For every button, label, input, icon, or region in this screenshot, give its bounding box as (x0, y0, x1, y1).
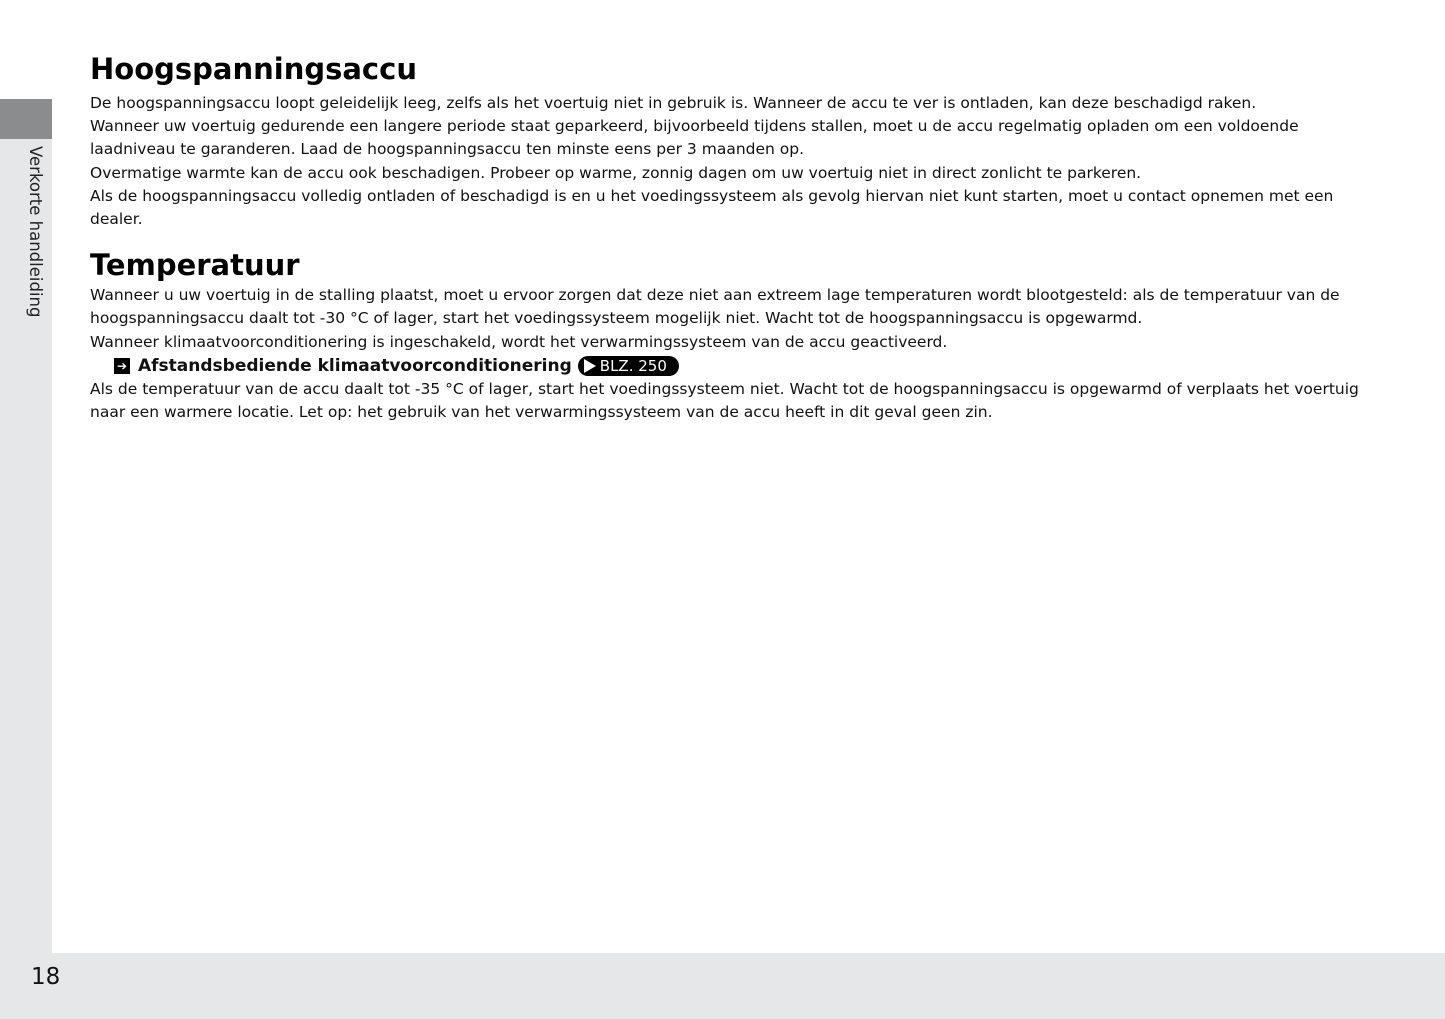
page-number: 18 (31, 964, 61, 990)
reference-arrow-icon: ➔ (114, 358, 130, 374)
paragraph: Als de hoogspanningsaccu volledig ontladen of beschadigd is en u het voedingssysteem als gevolg hiervan niet kunt starten, moet u contact opnemen met een dealer. (90, 186, 1334, 229)
footer-band (0, 953, 1445, 1019)
paragraph: Wanneer uw voertuig gedurende een langere periode staat geparkeerd, bijvoorbeeld tijdens stallen, moet u de accu regelmatig opladen om een voldoende laadniveau te garanderen. Laad de hoogspanningsaccu ten minste eens per 3 maanden op. (90, 117, 1299, 159)
page-reference-badge[interactable] (578, 356, 679, 376)
paragraph: Wanneer u uw voertuig in de stalling plaatst, moet u ervoor zorgen dat deze niet aan extreem lage temperaturen wordt blootgesteld: als de temperatuur van de hoogspanningsaccu daalt tot -30 °C of lager, start het voedingssysteem mogelijk niet. Wacht tot de hoogspanningsaccu is opgewarmd. (90, 286, 1340, 328)
side-tab-label: Verkorte handleiding (26, 146, 45, 318)
paragraph: De hoogspanningsaccu loopt geleidelijk leeg, zelfs als het voertuig niet in gebruik is. Wanneer de accu te ver is ontladen, kan deze beschadigd raken. (90, 94, 1257, 112)
paragraph: Als de temperatuur van de accu daalt tot -35 °C of lager, start het voedingssysteem niet. Wacht tot de hoogspanningsaccu is opgewarmd of verplaats het voertuig naar een warmere locatie. Let op: het gebruik van het verwarmingssysteem van de accu heeft in dit geval geen zin. (90, 379, 1359, 422)
page-reference-label: BLZ. 250 (599, 356, 667, 375)
paragraph: Wanneer klimaatvoorconditionering is ingeschakeld, wordt het verwarmingssysteem van de accu geactiveerd. (90, 332, 948, 351)
section-title-temperatuur: Temperatuur (90, 248, 300, 283)
reference-text: Afstandsbediende klimaatvoorconditionering (138, 355, 572, 376)
page-content (90, 50, 1360, 424)
side-tab-marker (0, 99, 52, 139)
section-title-hoogspanningsaccu: Hoogspanningsaccu (90, 52, 417, 86)
arrow-right-icon (584, 359, 596, 373)
paragraph: Overmatige warmte kan de accu ook beschadigen. Probeer op warme, zonnig dagen om uw voertuig niet in direct zonlicht te parkeren. (90, 163, 1142, 182)
cross-reference-link[interactable] (90, 354, 1360, 378)
